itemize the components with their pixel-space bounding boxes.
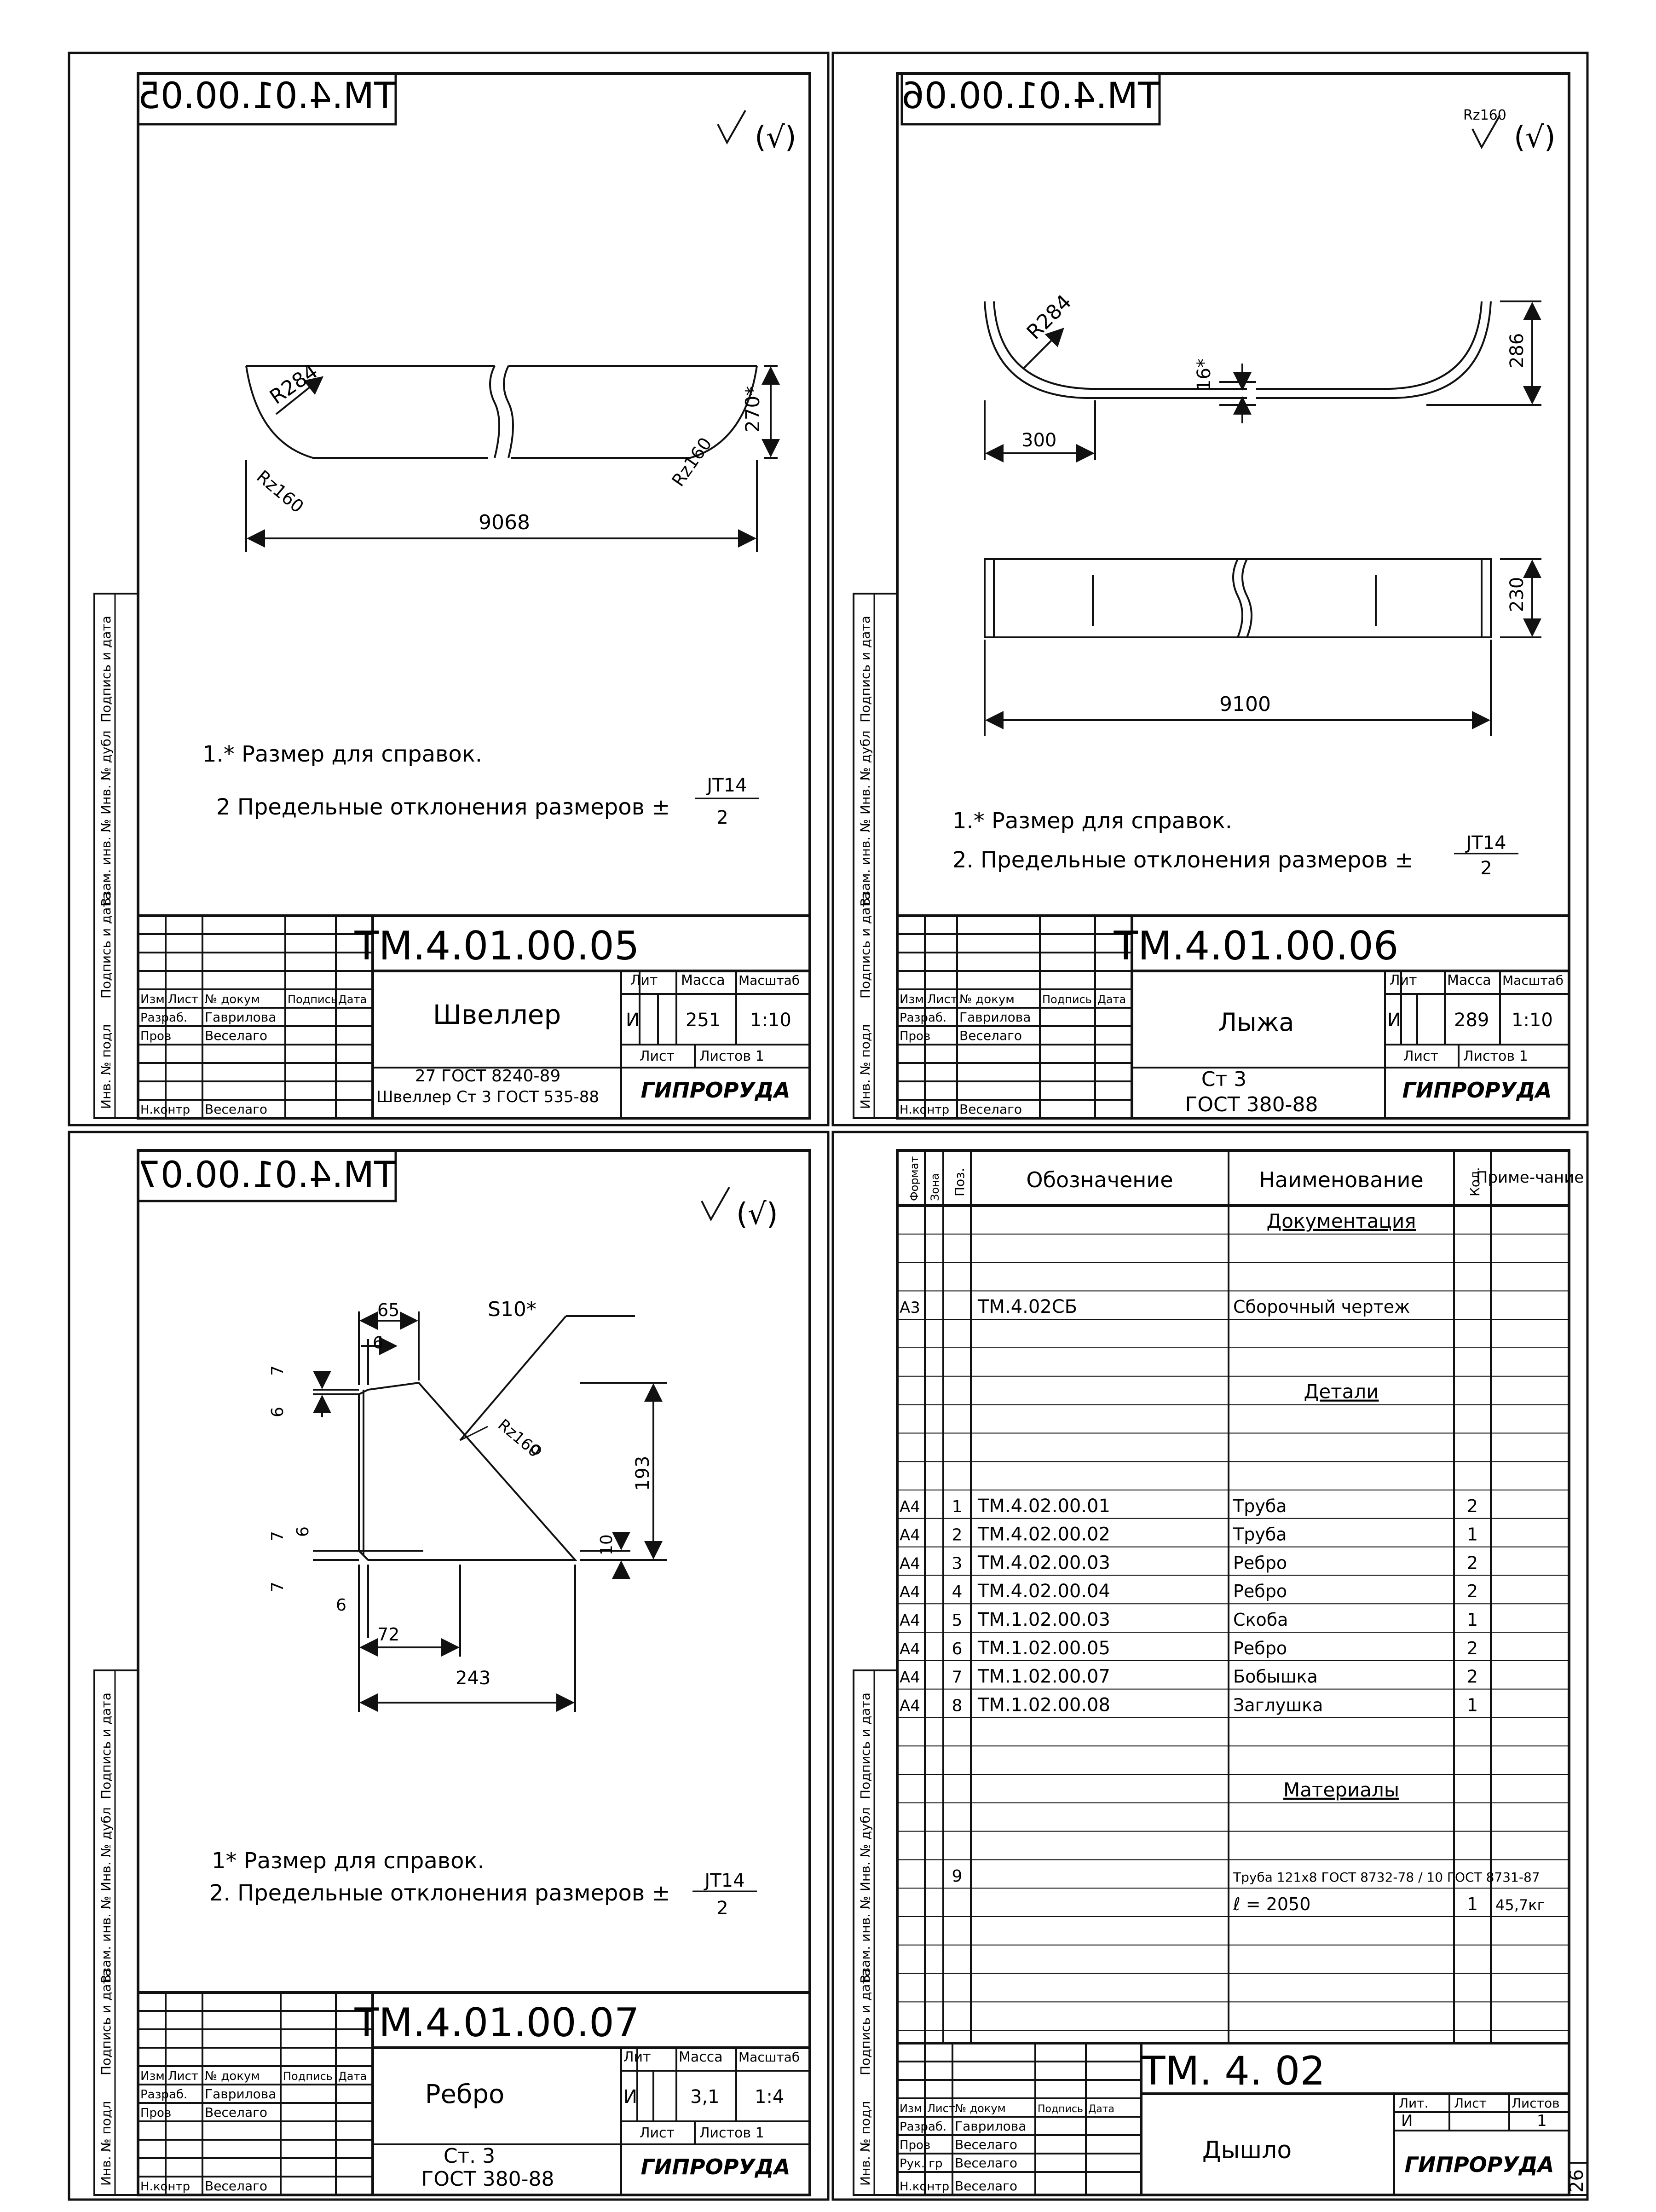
spec-cell-name: Материалы	[1283, 1778, 1399, 1801]
person-prov: Веселаго	[205, 2105, 267, 2120]
spec-cell-pos: 7	[952, 1668, 963, 1687]
note-2: 2. Предельные отклонения размеров ±	[209, 1880, 670, 1906]
label-nkontr: Н.контр	[900, 2180, 950, 2194]
spec-cell-pos: 6	[952, 1639, 963, 1658]
side-label-vzam: Взам. инв. №	[98, 819, 114, 907]
person-ruk: Веселаго	[955, 2155, 1017, 2171]
label-doc: № докум	[205, 2069, 260, 2083]
sheet-07-top-code: ТМ.4.01.00.07	[138, 1155, 396, 1196]
value-scale: 1:10	[1512, 1010, 1553, 1031]
value-mass: 289	[1454, 1010, 1489, 1031]
spec-cell-name: Заглушка	[1233, 1695, 1323, 1715]
spec-cell-des: ТМ.4.02.00.03	[978, 1552, 1110, 1574]
spec-cell-name: Документация	[1266, 1209, 1416, 1232]
label-date: Дата	[1088, 2103, 1114, 2115]
label-lit: Лит	[630, 972, 658, 988]
spec-sheet	[854, 1150, 1587, 2195]
spec-cell-fmt: A3	[900, 1299, 920, 1317]
label-sign: Подпись	[288, 993, 337, 1006]
side-label-dubl: Инв. № дубл	[98, 730, 114, 814]
label-doc: № докум	[955, 2102, 1006, 2115]
roughness-check-icon	[718, 110, 745, 143]
tol-num: JT14	[704, 1870, 745, 1891]
spec-cell-qty: 1	[1466, 1524, 1478, 1545]
dim-6d: 6	[336, 1596, 346, 1615]
label-scale: Масштаб	[1502, 973, 1564, 988]
roughness-mark: (√)	[736, 1197, 778, 1231]
note-1: 1.* Размер для справок.	[952, 808, 1232, 834]
stamp-code: ТМ.4.01.00.07	[354, 2000, 640, 2046]
dim-6b: 6	[268, 1407, 287, 1417]
value-scale: 1:4	[755, 2086, 785, 2108]
spec-cell-des: ТМ.1.02.00.05	[978, 1637, 1110, 1659]
spec-cell-name: Труба	[1233, 1524, 1287, 1545]
side-label-sign2: Подпись и дата	[858, 616, 873, 722]
dim-length: 9068	[479, 511, 530, 534]
label-lit: Лит	[1390, 972, 1417, 988]
label-sheets: Листов 1	[699, 2125, 764, 2141]
side-label-dubl: Инв. № дубл	[858, 1807, 873, 1891]
label-sign: Подпись	[1038, 2103, 1083, 2115]
spec-cell-note: 45,7кг	[1495, 1896, 1545, 1914]
spec-cell-qty: 1	[1466, 1610, 1478, 1630]
note-2: 2. Предельные отклонения размеров ±	[952, 847, 1414, 873]
label-sign: Подпись	[283, 2070, 333, 2083]
label-razrab: Разраб.	[900, 2120, 947, 2134]
dim-width: 230	[1506, 577, 1528, 612]
person-nkontr: Веселаго	[205, 2178, 267, 2194]
person-razrab: Гаврилова	[205, 2086, 277, 2102]
label-nkontr: Н.контр	[900, 1103, 950, 1117]
side-label-sign: Подпись и дата	[98, 892, 114, 999]
spec-cell-fmt: A4	[900, 1554, 920, 1573]
spec-sheet-no: 1	[1537, 2112, 1547, 2130]
spec-cell-qty: 2	[1466, 1666, 1478, 1687]
label-scale: Масштаб	[739, 2050, 800, 2065]
label-razrab: Разраб.	[900, 1011, 947, 1025]
spec-cell-qty: 2	[1466, 1553, 1478, 1573]
label-date: Дата	[338, 2070, 367, 2083]
label-sign: Подпись	[1042, 993, 1092, 1006]
label-izm: Изм	[140, 993, 165, 1006]
page-number: 26	[1566, 2169, 1587, 2193]
spec-cell-des: ТМ.1.02.00.07	[978, 1666, 1110, 1687]
value-mass: 3,1	[690, 2086, 720, 2108]
person-prov: Веселаго	[955, 2137, 1017, 2152]
label-mass: Масса	[679, 2049, 723, 2065]
header-qty: Кол.	[1467, 1167, 1483, 1196]
spec-cell-qty: 1	[1466, 1695, 1478, 1715]
sheet-06	[854, 74, 1569, 1118]
material-line-1: Ст. 3	[443, 2144, 496, 2168]
side-label-vzam: Взам. инв. №	[98, 1895, 114, 1983]
spec-cell-fmt: A4	[900, 1697, 920, 1715]
label-prov: Пров	[140, 1029, 172, 1043]
label-sheet: Лист	[1403, 1048, 1439, 1064]
material-line-1: Ст 3	[1201, 1068, 1247, 1091]
spec-cell-pos: 8	[952, 1696, 963, 1715]
side-label-sign: Подпись и дата	[858, 1969, 873, 2075]
dim-left: 300	[1021, 430, 1057, 451]
spec-cell-fmt: A4	[900, 1526, 920, 1545]
roughness-rz: Rz160	[1463, 107, 1506, 123]
label-sheets: Листов 1	[1463, 1048, 1528, 1064]
dim-length: 9100	[1219, 693, 1271, 716]
spec-stamp-code: ТМ. 4. 02	[1141, 2048, 1326, 2094]
roughness-mark: (√)	[755, 121, 796, 155]
spec-cell-des: ТМ.4.02.00.04	[978, 1581, 1110, 1602]
label-date: Дата	[338, 993, 367, 1006]
note-1: 1* Размер для справок.	[212, 1848, 485, 1874]
sheet-05	[94, 74, 810, 1118]
spec-cell-name: Скоба	[1233, 1610, 1288, 1630]
side-label-dubl: Инв. № дубл	[98, 1807, 114, 1891]
value-lit: И	[626, 1010, 640, 1031]
dim-rz: Rz160	[494, 1415, 544, 1461]
dim-6c: 6	[294, 1526, 312, 1537]
dim-radius: R284	[1022, 290, 1076, 344]
header-zone: Зона	[929, 1173, 941, 1201]
spec-cell-name: Труба	[1233, 1496, 1287, 1516]
label-date: Дата	[1097, 993, 1126, 1006]
spec-cell-fmt: A4	[900, 1497, 920, 1516]
dim-7b: 7	[268, 1531, 287, 1542]
company-logo: ГИПРОРУДА	[1404, 2152, 1554, 2177]
side-label-inv: Инв. № подл	[98, 1024, 114, 1109]
material-line-2: Швеллер Ст 3 ГОСТ 535-88	[376, 1088, 600, 1106]
stamp-code: ТМ.4.01.00.05	[354, 923, 640, 969]
tol-den: 2	[716, 1898, 728, 1919]
spec-cell-fmt: A4	[900, 1668, 920, 1687]
spec-cell-name: Ребро	[1233, 1581, 1287, 1602]
label-razrab: Разраб.	[140, 2088, 188, 2102]
label-sheet: Лист	[640, 2125, 675, 2141]
label-nkontr: Н.контр	[140, 2180, 190, 2194]
spec-cell-des: ТМ.4.02СБ	[978, 1296, 1078, 1318]
header-name: Наименование	[1259, 1167, 1424, 1192]
spec-cell-pos: 1	[952, 1497, 963, 1516]
label-doc: № докум	[959, 993, 1015, 1006]
spec-lists-head: Листов	[1512, 2096, 1560, 2111]
part-name: Лыжа	[1218, 1008, 1294, 1037]
label-list: Лист	[927, 2102, 955, 2115]
label-list: Лист	[168, 2069, 198, 2083]
person-nkontr: Веселаго	[959, 1102, 1022, 1117]
sheet-05-top-code: ТМ.4.01.00.05	[138, 75, 396, 117]
value-lit: И	[1387, 1010, 1401, 1031]
side-label-sign2: Подпись и дата	[98, 616, 114, 722]
tol-den: 2	[716, 807, 728, 828]
dim-65: 65	[377, 1300, 400, 1320]
person-nkontr: Веселаго	[955, 2178, 1017, 2194]
label-lit: Лит	[623, 2049, 651, 2065]
label-list: Лист	[168, 993, 198, 1006]
dim-radius: R284	[265, 359, 323, 410]
spec-cell-des: ТМ.4.02.00.01	[978, 1495, 1110, 1517]
header-designation: Обозначение	[1026, 1167, 1173, 1192]
rib-profile	[313, 1311, 667, 1712]
dim-thick: 16*	[1194, 358, 1215, 391]
spec-name: Дышло	[1202, 2137, 1292, 2164]
spec-cell-qty: 2	[1466, 1496, 1478, 1516]
side-label-vzam: Взам. инв. №	[858, 819, 873, 907]
person-razrab: Гаврилова	[205, 1010, 277, 1025]
person-nkontr: Веселаго	[205, 1102, 267, 1117]
label-izm: Изм	[900, 2102, 922, 2115]
company-logo: ГИПРОРУДА	[640, 1078, 790, 1103]
sheet-07	[94, 1150, 810, 2195]
tol-den: 2	[1480, 858, 1492, 879]
tol-num: JT14	[1466, 832, 1506, 854]
label-prov: Пров	[140, 2106, 172, 2120]
label-nkontr: Н.контр	[140, 1103, 190, 1117]
value-lit: И	[623, 2086, 637, 2108]
spec-lit-head: Лит.	[1399, 2096, 1429, 2111]
spec-cell-des: ТМ.4.02.00.02	[978, 1524, 1110, 1545]
value-scale: 1:10	[750, 1010, 791, 1031]
label-izm: Изм	[140, 2069, 165, 2083]
dim-193: 193	[632, 1455, 653, 1491]
value-mass: 251	[686, 1010, 721, 1031]
label-sheets: Листов 1	[699, 1048, 764, 1064]
person-prov: Веселаго	[959, 1028, 1022, 1043]
dim-7c: 7	[268, 1582, 287, 1592]
spec-cell-name: Ребро	[1233, 1553, 1287, 1573]
person-razrab: Гаврилова	[959, 1010, 1031, 1025]
spec-cell-name: Сборочный чертеж	[1233, 1297, 1410, 1317]
label-prov: Пров	[900, 2138, 931, 2152]
spec-cell-pos: 9	[952, 1867, 963, 1886]
spec-cell-des: ТМ.1.02.00.08	[978, 1694, 1110, 1716]
spec-cell-des: ТМ.1.02.00.03	[978, 1609, 1110, 1630]
person-prov: Веселаго	[205, 1028, 267, 1043]
stamp-code: ТМ.4.01.00.06	[1114, 923, 1399, 969]
note-1: 1.* Размер для справок.	[202, 741, 482, 767]
side-label-dubl: Инв. № дубл	[858, 730, 873, 814]
label-izm: Изм	[900, 993, 924, 1006]
spec-cell-name: Ребро	[1233, 1638, 1287, 1658]
roughness-mark: (√)	[1514, 121, 1556, 155]
dim-10: 10	[597, 1534, 616, 1555]
material-line-1: 27 ГОСТ 8240-89	[415, 1067, 561, 1086]
company-logo: ГИПРОРУДА	[640, 2154, 790, 2179]
dim-height: 270*	[741, 386, 764, 433]
spec-cell-pos: 5	[952, 1611, 963, 1630]
header-pos: Поз.	[952, 1168, 967, 1196]
sheet-06-top-code: ТМ.4.01.00.06	[901, 75, 1160, 117]
side-label-sign2: Подпись и дата	[858, 1692, 873, 1799]
label-list: Лист	[927, 993, 958, 1006]
spec-cell-pos: 3	[952, 1554, 963, 1573]
material-line-2: ГОСТ 380-88	[1185, 1093, 1318, 1116]
spec-cell-qty: 2	[1466, 1638, 1478, 1658]
note-2: 2 Предельные отклонения размеров ±	[216, 794, 670, 820]
spec-cell-name: Труба 121х8 ГОСТ 8732-78 / 10 ГОСТ 8731-87	[1233, 1870, 1540, 1885]
spec-lit: И	[1401, 2112, 1413, 2130]
side-label-inv: Инв. № подл	[98, 2101, 114, 2186]
header-note: Приме-чание	[1476, 1168, 1584, 1187]
spec-cell-fmt: A4	[900, 1640, 920, 1658]
label-doc: № докум	[205, 993, 260, 1006]
label-razrab: Разраб.	[140, 1011, 188, 1025]
part-name: Швеллер	[433, 999, 561, 1030]
material-line-2: ГОСТ 380-88	[421, 2167, 554, 2191]
spec-cell-fmt: A4	[900, 1611, 920, 1630]
label-ruk: Рук. гр	[900, 2157, 943, 2171]
company-logo: ГИПРОРУДА	[1402, 1078, 1552, 1103]
label-prov: Пров	[900, 1029, 931, 1043]
person-razrab: Гаврилова	[955, 2119, 1027, 2134]
spec-cell-pos: 4	[952, 1582, 963, 1602]
dim-72: 72	[377, 1624, 400, 1645]
part-name: Ребро	[425, 2079, 505, 2109]
dim-6a: 6	[373, 1334, 383, 1352]
spec-cell-qty: 2	[1466, 1581, 1478, 1602]
roughness-check-icon	[702, 1187, 729, 1219]
side-label-vzam: Взам. инв. №	[858, 1895, 873, 1983]
dim-height: 286	[1506, 333, 1528, 368]
dim-rz-left: Rz160	[253, 466, 308, 517]
dim-s: S10*	[488, 1298, 537, 1321]
dim-rz-right: Rz160	[668, 433, 716, 491]
quadrant-frame-spec	[833, 1132, 1587, 2200]
label-scale: Масштаб	[739, 973, 800, 988]
dim-7a: 7	[268, 1365, 287, 1376]
spec-cell-fmt: A4	[900, 1583, 920, 1602]
label-mass: Масса	[1447, 972, 1491, 988]
header-format: Формат	[908, 1156, 921, 1201]
spec-cell-name: Детали	[1304, 1380, 1379, 1403]
dim-243: 243	[456, 1668, 491, 1689]
side-label-sign2: Подпись и дата	[98, 1692, 114, 1799]
spec-cell-pos: 2	[952, 1525, 963, 1545]
spec-list-head: Лист	[1454, 2096, 1487, 2111]
side-label-sign: Подпись и дата	[858, 892, 873, 999]
side-label-inv: Инв. № подл	[858, 1024, 873, 1109]
label-sheet: Лист	[640, 1048, 675, 1064]
tol-num: JT14	[707, 775, 747, 796]
ski-profile	[985, 301, 1541, 736]
label-mass: Масса	[681, 972, 725, 988]
spec-cell-name: Бобышка	[1233, 1666, 1318, 1687]
side-label-sign: Подпись и дата	[98, 1969, 114, 2075]
side-label-inv: Инв. № подл	[858, 2101, 873, 2186]
spec-cell-qty: 1	[1466, 1894, 1478, 1914]
spec-cell-name: ℓ = 2050	[1233, 1894, 1311, 1914]
